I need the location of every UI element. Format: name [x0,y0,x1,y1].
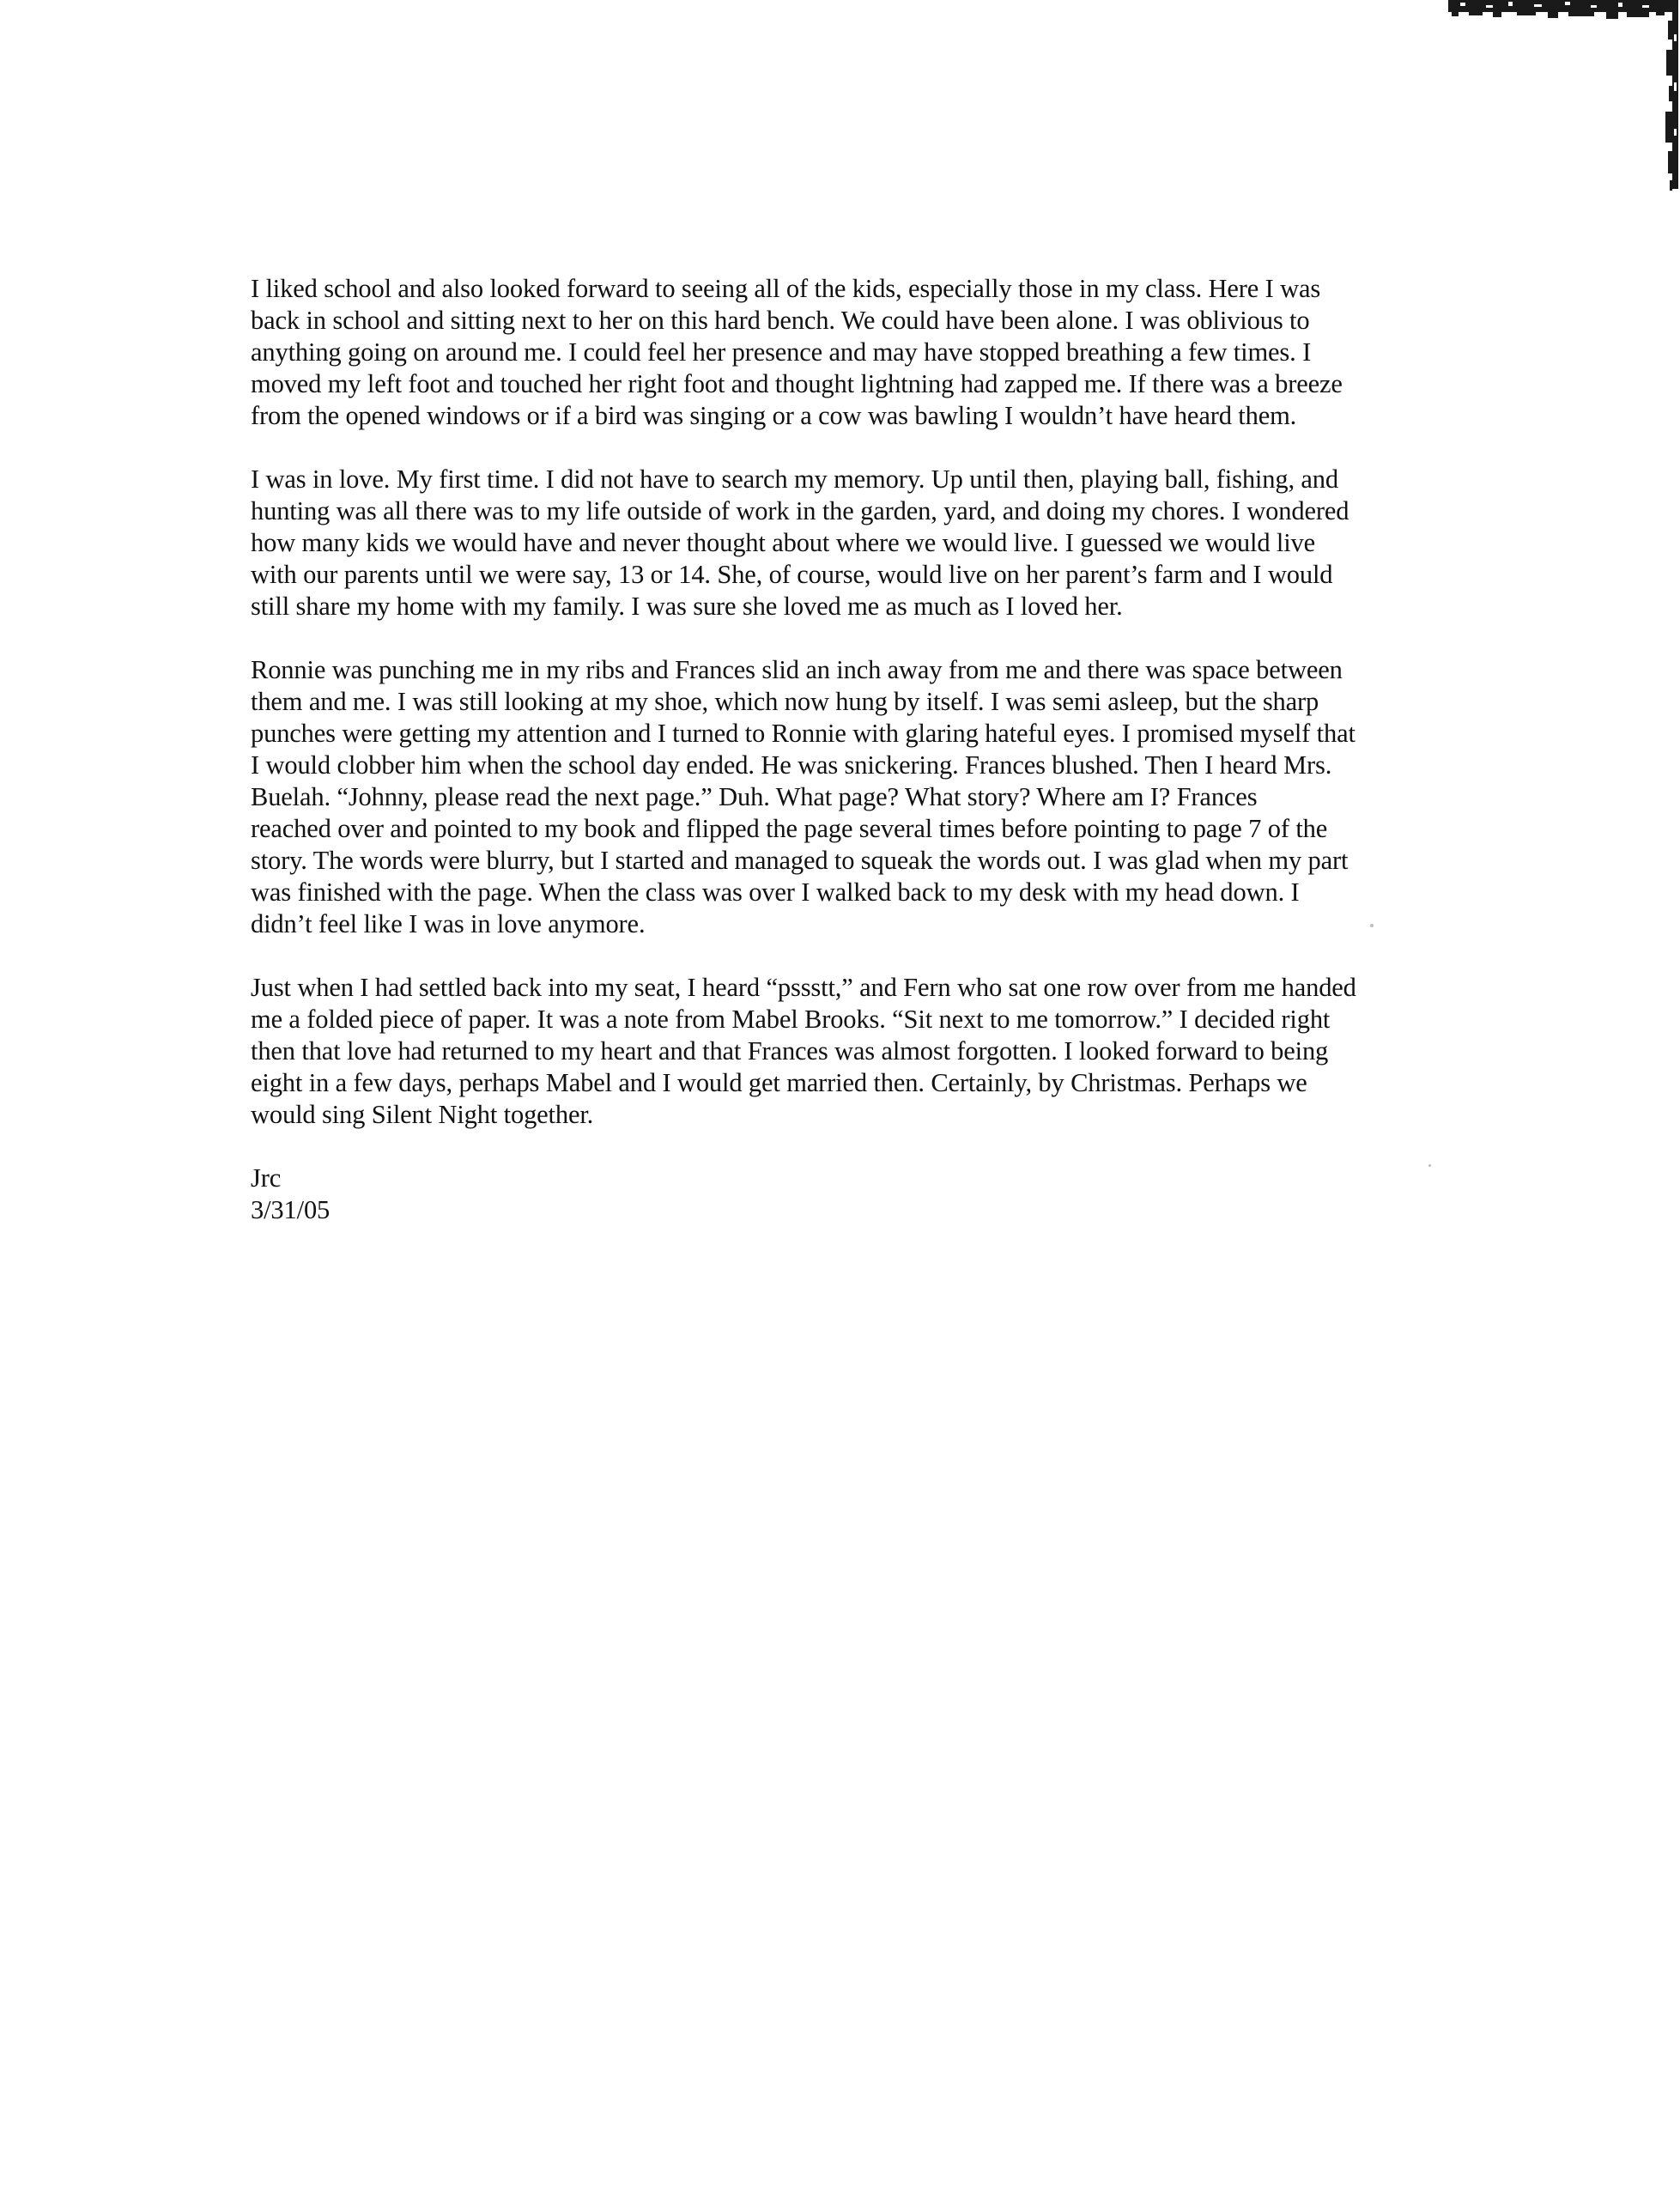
text-line: Just when I had settled back into my seat, I heard “pssstt,” and Fern who sat one row over from me handed [251,973,1356,1002]
text-line: I liked school and also looked forward to seeing all of the kids, especially those in my class. Here I was [251,274,1321,303]
text-line: I would clobber him when the school day ended. He was snickering. Frances blushed. Then I heard Mrs. [251,750,1332,780]
paragraph [251,654,1470,940]
text-line: me a folded piece of paper. It was a note from Mabel Brooks. “Sit next to me tomorrow.” I decided right [251,1005,1331,1034]
text-line: eight in a few days, perhaps Mabel and I would get married then. Certainly, by Christmas. Perhaps we [251,1068,1307,1097]
text-line: didn’t feel like I was in love anymore. [251,909,646,938]
paragraph [251,464,1470,622]
text-line: Ronnie was punching me in my ribs and Frances slid an inch away from me and there was space between [251,655,1343,684]
text-line: back in school and sitting next to her on this hard bench. We could have been alone. I was oblivious to [251,306,1310,335]
signature-block [251,1163,1470,1226]
text-line: still share my home with my family. I was sure she loved me as much as I loved her. [251,592,1123,621]
text-line: from the opened windows or if a bird was singing or a cow was bawling I wouldn’t have heard them. [251,401,1297,430]
text-line: hunting was all there was to my life outside of work in the garden, yard, and doing my chores. I wondered [251,496,1349,525]
paragraph [251,273,1470,432]
text-line: was finished with the page. When the class was over I walked back to my desk with my head down. I [251,877,1300,907]
text-line: I was in love. My first time. I did not have to search my memory. Up until then, playing ball, fishing, and [251,464,1338,494]
signature-date: 3/31/05 [251,1195,331,1224]
text-line: then that love had returned to my heart and that Frances was almost forgotten. I looked forward to being [251,1036,1329,1066]
text-line: them and me. I was still looking at my shoe, which now hung by itself. I was semi asleep, but the sharp [251,687,1319,716]
text-line: would sing Silent Night together. [251,1100,594,1129]
paragraph [251,972,1470,1131]
signature-initials: Jrc [251,1163,282,1193]
scan-edge-artifact [1397,0,1680,197]
letter-body [251,273,1470,1226]
text-line: with our parents until we were say, 13 or 14. She, of course, would live on her parent’s farm and I would [251,560,1333,589]
text-line: punches were getting my attention and I turned to Ronnie with glaring hateful eyes. I promised myself that [251,719,1356,748]
text-line: moved my left foot and touched her right foot and thought lightning had zapped me. If there was a breeze [251,369,1343,398]
text-line: how many kids we would have and never thought about where we would live. I guessed we would live [251,528,1316,557]
text-line: story. The words were blurry, but I started and managed to squeak the words out. I was glad when my part [251,846,1349,875]
text-line: anything going on around me. I could feel her presence and may have stopped breathing a few times. I [251,337,1312,367]
text-line: reached over and pointed to my book and flipped the page several times before pointing to page 7 of the [251,814,1328,843]
text-line: Buelah. “Johnny, please read the next page.” Duh. What page? What story? Where am I? Frances [251,782,1258,811]
